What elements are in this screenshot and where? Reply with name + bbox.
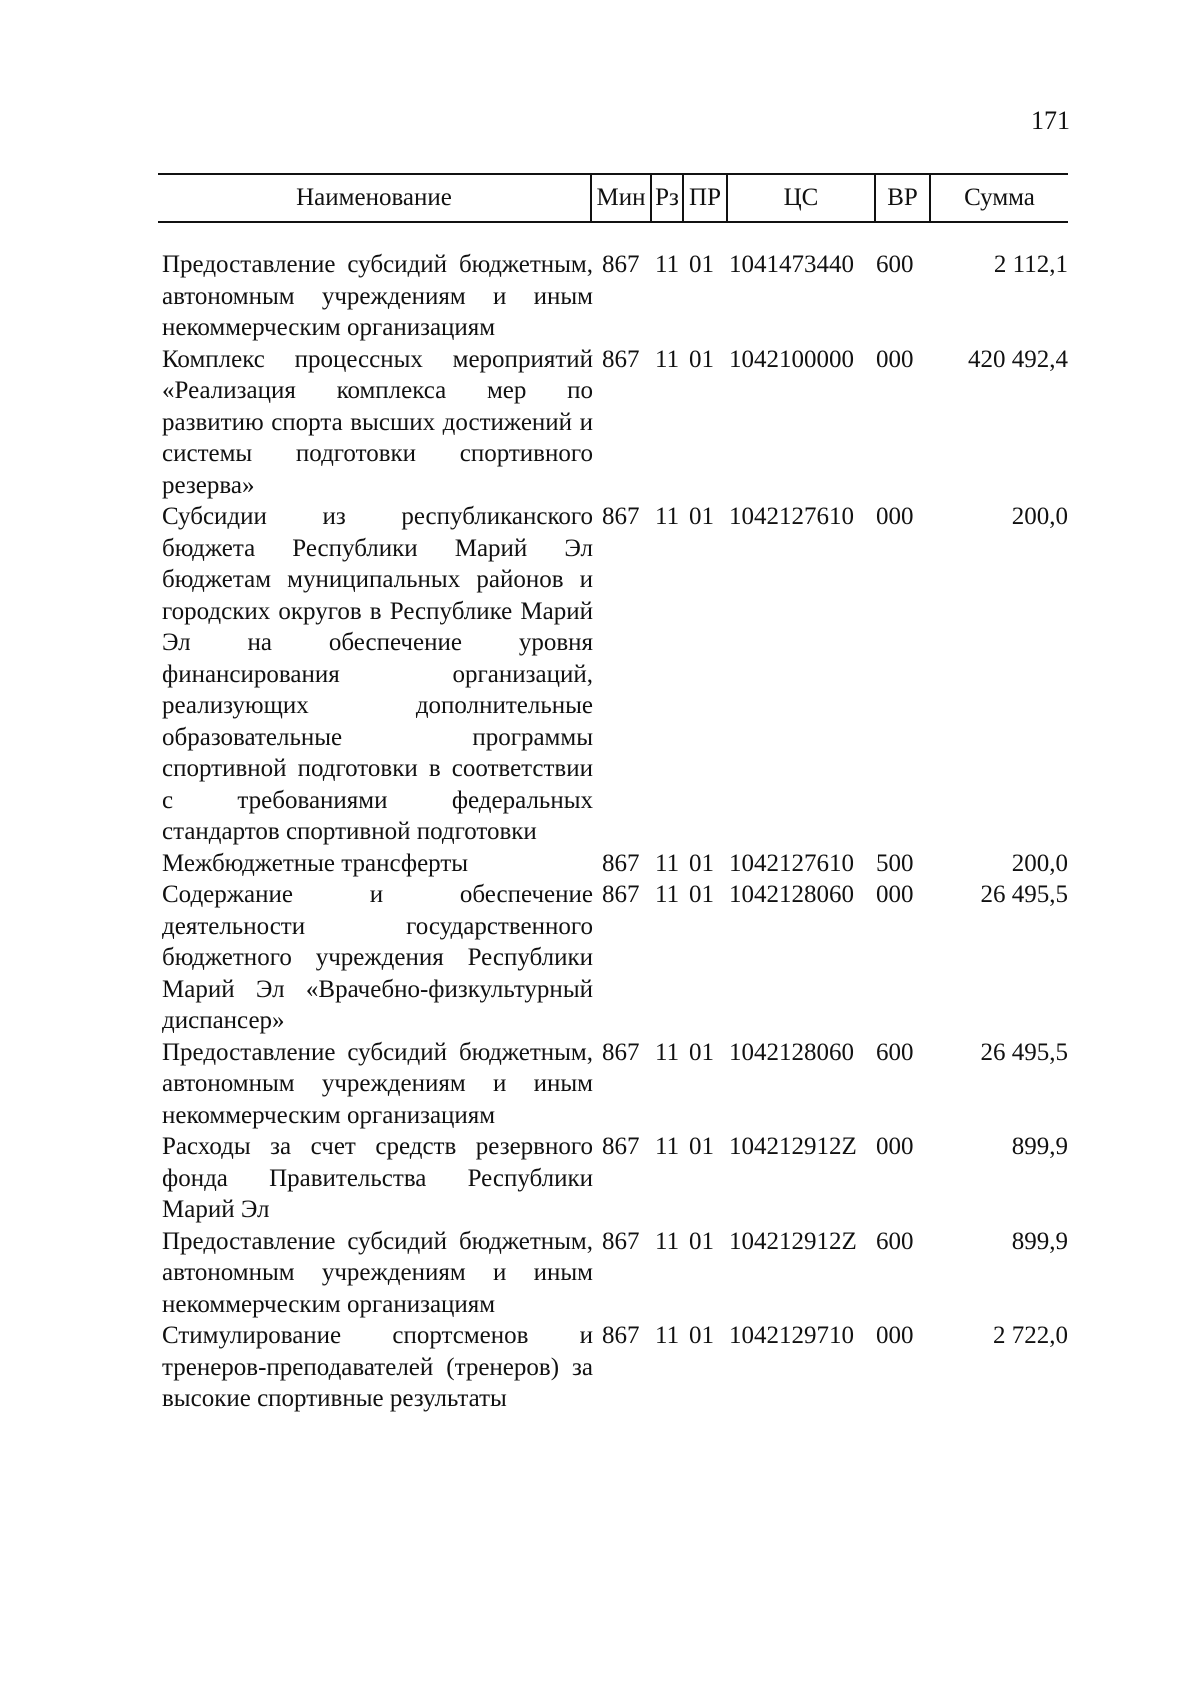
header-name: Наименование bbox=[296, 184, 452, 211]
row-pr: 01 bbox=[689, 1322, 714, 1349]
row-name: Предоставление субсидий бюджетным, автономным учреждениям и иным некоммерческим организациям bbox=[162, 251, 593, 341]
row-name: Содержание и обеспечение деятельности государственного бюджетного учреждения Республики Марий Эл «Врачебно-физкультурный диспансер» bbox=[162, 881, 593, 1034]
row-rz: 11 bbox=[655, 1322, 680, 1349]
row-min: 867 bbox=[602, 1227, 640, 1255]
header-vr: ВР bbox=[874, 175, 929, 221]
row-pr: 01 bbox=[689, 503, 714, 530]
row-name: Предоставление субсидий бюджетным, автономным учреждениям и иным некоммерческим организациям bbox=[162, 1227, 593, 1318]
row-sum: 200,0 bbox=[1011, 503, 1068, 530]
table-row bbox=[162, 501, 1068, 848]
table-row bbox=[162, 344, 1068, 502]
row-min: 867 bbox=[602, 345, 640, 373]
row-rz: 11 bbox=[655, 1038, 680, 1066]
row-pr: 01 bbox=[689, 1133, 714, 1160]
row-vr: 000 bbox=[876, 503, 914, 530]
row-sum: 200,0 bbox=[1011, 849, 1068, 877]
row-cs: 1042128060 bbox=[729, 881, 854, 908]
row-rz: 11 bbox=[655, 1133, 680, 1160]
row-pr: 01 bbox=[689, 849, 714, 877]
row-cs: 1042128060 bbox=[729, 1038, 854, 1066]
row-name: Субсидии из республиканского бюджета Республики Марий Эл бюджетам муниципальных районов и городских округов в Республике Марий Эл на обеспечение уровня финансирования организаций, реализующих дополнительные образовательные программы спортивной подготовки в соответствии с требованиями федеральных стандартов спортивной подготовки bbox=[162, 503, 593, 845]
header-cs: ЦС bbox=[726, 175, 874, 221]
row-cs: 1041473440 bbox=[729, 251, 854, 278]
row-pr: 01 bbox=[689, 881, 714, 908]
row-vr: 000 bbox=[876, 881, 914, 908]
row-min: 867 bbox=[602, 1133, 640, 1160]
row-vr: 000 bbox=[876, 1133, 914, 1160]
row-sum: 899,9 bbox=[1011, 1133, 1068, 1160]
row-cs: 104212912Z bbox=[729, 1227, 857, 1255]
row-rz: 11 bbox=[655, 503, 680, 530]
row-min: 867 bbox=[602, 849, 640, 877]
row-vr: 000 bbox=[876, 1322, 914, 1349]
table-row bbox=[162, 1037, 1068, 1132]
row-vr: 600 bbox=[876, 1227, 914, 1255]
table-row bbox=[162, 1320, 1068, 1415]
row-min: 867 bbox=[602, 251, 640, 278]
table-body bbox=[162, 249, 1068, 1415]
table-row bbox=[162, 249, 1068, 344]
row-cs: 1042127610 bbox=[729, 849, 854, 877]
table-row bbox=[162, 848, 1068, 880]
header-pr: ПР bbox=[682, 175, 726, 221]
row-vr: 600 bbox=[876, 251, 914, 278]
row-sum: 26 495,5 bbox=[980, 1038, 1068, 1066]
row-rz: 11 bbox=[655, 1227, 680, 1255]
row-min: 867 bbox=[602, 1322, 640, 1349]
row-cs: 1042100000 bbox=[729, 345, 854, 373]
row-pr: 01 bbox=[689, 1038, 714, 1066]
row-sum: 2 112,1 bbox=[993, 251, 1068, 278]
row-rz: 11 bbox=[655, 345, 680, 373]
row-rz: 11 bbox=[655, 849, 680, 877]
row-pr: 01 bbox=[689, 345, 714, 373]
table-row bbox=[162, 879, 1068, 1037]
row-name: Стимулирование спортсменов и тренеров-преподавателей (тренеров) за высокие спортивные результаты bbox=[162, 1322, 593, 1412]
row-name: Расходы за счет средств резервного фонда Правительства Республики Марий Эл bbox=[162, 1133, 593, 1223]
row-pr: 01 bbox=[689, 1227, 714, 1255]
row-sum: 26 495,5 bbox=[980, 881, 1068, 908]
row-min: 867 bbox=[602, 1038, 640, 1066]
row-pr: 01 bbox=[689, 251, 714, 278]
table-row bbox=[162, 1131, 1068, 1226]
table-row bbox=[162, 1226, 1068, 1321]
header-min: Мин bbox=[590, 175, 650, 221]
row-vr: 600 bbox=[876, 1038, 914, 1066]
header-sum: Сумма bbox=[929, 175, 1068, 221]
row-name: Комплекс процессных мероприятий «Реализация комплекса мер по развитию спорта высших достижений и системы подготовки спортивного резерва» bbox=[162, 345, 593, 499]
table-header bbox=[158, 173, 1068, 223]
row-min: 867 bbox=[602, 503, 640, 530]
row-rz: 11 bbox=[655, 881, 680, 908]
row-vr: 500 bbox=[876, 849, 914, 877]
row-cs: 1042127610 bbox=[729, 503, 854, 530]
row-cs: 104212912Z bbox=[729, 1133, 857, 1160]
page-number: 171 bbox=[1031, 106, 1070, 135]
row-vr: 000 bbox=[876, 345, 914, 373]
row-name: Предоставление субсидий бюджетным, автономным учреждениям и иным некоммерческим организациям bbox=[162, 1038, 593, 1129]
row-sum: 899,9 bbox=[1011, 1227, 1068, 1255]
row-rz: 11 bbox=[655, 251, 680, 278]
header-rz: Рз bbox=[650, 175, 682, 221]
row-cs: 1042129710 bbox=[729, 1322, 854, 1349]
row-min: 867 bbox=[602, 881, 640, 908]
row-name: Межбюджетные трансферты bbox=[162, 849, 469, 877]
row-sum: 2 722,0 bbox=[993, 1322, 1068, 1349]
row-sum: 420 492,4 bbox=[968, 345, 1068, 373]
